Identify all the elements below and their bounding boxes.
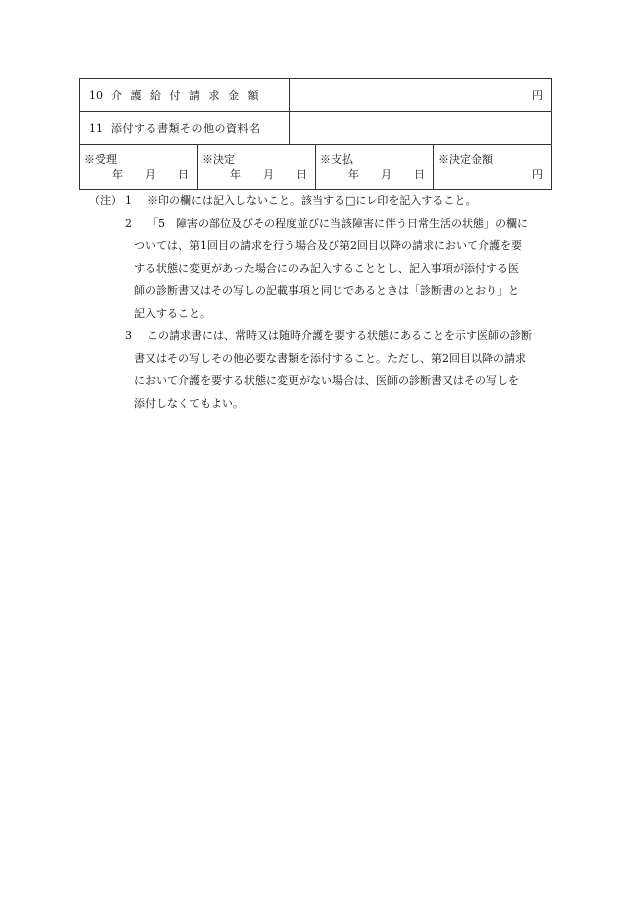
note-marker: 1 (125, 194, 132, 207)
row-number: 11 (89, 122, 103, 135)
note-item-2 (89, 213, 559, 326)
year-label: 年 (112, 168, 123, 181)
decided-cell (198, 145, 316, 190)
note-marker: 3 (125, 329, 132, 342)
row-number: 10 (89, 89, 103, 102)
decided-title: ※決定 (202, 153, 235, 166)
care-benefit-amount-field[interactable] (290, 79, 552, 112)
row-care-benefit-amount (80, 79, 552, 112)
note-line: ついては、第1回目の請求を行う場合及び第2回目以降の請求において介護を要 (134, 239, 522, 252)
note-line: ※印の欄には記入しないこと。該当する□にレ印を記入すること。 (147, 194, 477, 207)
month-label: 月 (263, 168, 274, 181)
office-use-row (80, 145, 552, 190)
paid-title: ※支払 (320, 153, 353, 166)
note-marker: 2 (125, 216, 132, 230)
note-line: この請求書には、常時又は随時介護を要する状態にあることを示す医師の診断 (147, 329, 532, 342)
yen-unit: 円 (532, 168, 544, 181)
note-line: 「5 障害の部位及びその程度並びに当該障害に伴う日常生活の状態」の欄に (147, 216, 528, 230)
note-line: において介護を要する状態に変更がない場合は、医師の診断書又はその写しを (134, 374, 519, 387)
note-line: 添付しなくてもよい。 (134, 396, 244, 410)
claim-form-table (79, 78, 552, 190)
notes-prefix: （注） (89, 194, 122, 207)
paid-date (348, 166, 425, 182)
paid-cell (316, 145, 434, 190)
attached-documents-label (80, 112, 290, 145)
received-title: ※受理 (84, 153, 117, 166)
year-label: 年 (230, 168, 241, 181)
note-item-1 (89, 190, 559, 213)
row-label-text: 介護給付請求金額 (111, 89, 267, 102)
row-attached-documents (80, 112, 552, 145)
care-benefit-amount-label (80, 79, 290, 112)
attached-documents-field[interactable] (290, 112, 552, 145)
day-label: 日 (178, 168, 189, 181)
note-item-3 (89, 325, 559, 415)
note-line: 師の診断書又はその写しの記載事項と同じであるときは「診断書のとおり」と (134, 284, 519, 297)
year-label: 年 (348, 168, 359, 181)
note-line: する状態に変更があった場合にのみ記入することとし、記入事項が添付する医 (134, 261, 519, 275)
notes-section (89, 190, 559, 415)
month-label: 月 (145, 168, 156, 181)
yen-unit: 円 (532, 89, 544, 102)
decided-amount-title: ※決定金額 (438, 153, 493, 166)
row-label-text: 添付する書類その他の資料名 (111, 122, 261, 135)
day-label: 日 (414, 168, 425, 181)
month-label: 月 (381, 168, 392, 181)
note-line: 書又はその写しその他必要な書類を添付すること。ただし、第2回目以降の請求 (134, 351, 526, 365)
decided-date (230, 166, 307, 182)
decided-amount-cell (434, 145, 552, 190)
note-line: 記入すること。 (134, 306, 211, 320)
received-date (112, 166, 189, 182)
day-label: 日 (296, 168, 307, 181)
received-cell (80, 145, 198, 190)
